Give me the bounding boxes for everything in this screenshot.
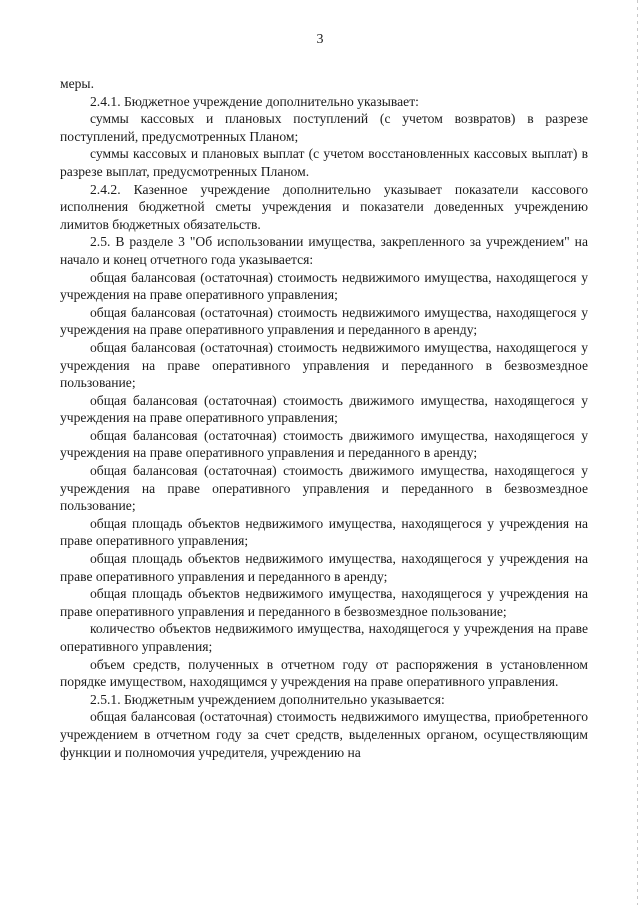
paragraph: общая балансовая (остаточная) стоимость недвижимого имущества, находящегося у учреждения на праве оперативного управления; (60, 269, 588, 303)
paragraph: суммы кассовых и плановых выплат (с учетом восстановленных кассовых выплат) в разрезе выплат, предусмотренных Планом. (60, 146, 588, 179)
paragraph: 2.4.1. Бюджетное учреждение дополнительно указывает: (90, 93, 419, 109)
paragraph: 2.5.1. Бюджетным учреждением дополнительно указывается: (90, 691, 445, 707)
paragraph: общая балансовая (остаточная) стоимость движимого имущества, находящегося у учреждения на праве оперативного управления и переданного в безвозмездное пользование; (60, 463, 588, 514)
paragraph: общая площадь объектов недвижимого имущества, находящегося у учреждения на праве оперативного управления и переданного в аренду; (60, 551, 588, 584)
scan-edge-line (637, 0, 638, 905)
paragraph: общая балансовая (остаточная) стоимость недвижимого имущества, приобретенного учреждением в отчетном году за счет средств, выделенных органом, осуществляющим функции и полномочия учредителя, учреждению на (60, 709, 588, 760)
paragraph: общая балансовая (остаточная) стоимость недвижимого имущества, находящегося у учреждения на праве оперативного управления и переданного в аренду; (60, 304, 588, 338)
paragraph: количество объектов недвижимого имущества, находящегося у учреждения на праве оперативного управления; (60, 621, 588, 654)
paragraph: 2.5. В разделе 3 "Об использовании имущества, закрепленного за учреждением" на начало и конец отчетного года указывается: (60, 234, 588, 267)
paragraph: 2.4.2. Казенное учреждение дополнительно указывает показатели кассового исполнения бюджетной сметы учреждения и показатели доведенных учреждению лимитов бюджетных обязательств. (60, 181, 588, 232)
paragraph: общая балансовая (остаточная) стоимость движимого имущества, находящегося у учреждения на праве оперативного управления и переданного в аренду; (60, 427, 588, 461)
document-body (60, 75, 588, 761)
paragraph: объем средств, полученных в отчетном году от распоряжения в установленном порядке имуществом, находящимся у учреждения на праве оперативного управления. (60, 656, 588, 690)
page-number: 3 (316, 32, 324, 47)
paragraph: общая балансовая (остаточная) стоимость движимого имущества, находящегося у учреждения на праве оперативного управления; (60, 392, 588, 426)
paragraph: общая площадь объектов недвижимого имущества, находящегося у учреждения на праве оперативного управления и переданного в безвозмездное пользование; (60, 586, 588, 619)
paragraph: общая площадь объектов недвижимого имущества, находящегося у учреждения на праве оперативного управления; (60, 515, 588, 549)
paragraph: меры. (60, 76, 94, 91)
paragraph: общая балансовая (остаточная) стоимость недвижимого имущества, находящегося у учреждения на праве оперативного управления и переданного в безвозмездное пользование; (60, 339, 588, 391)
paragraph: суммы кассовых и плановых поступлений (с учетом возвратов) в разрезе поступлений, предусмотренных Планом; (60, 111, 588, 144)
